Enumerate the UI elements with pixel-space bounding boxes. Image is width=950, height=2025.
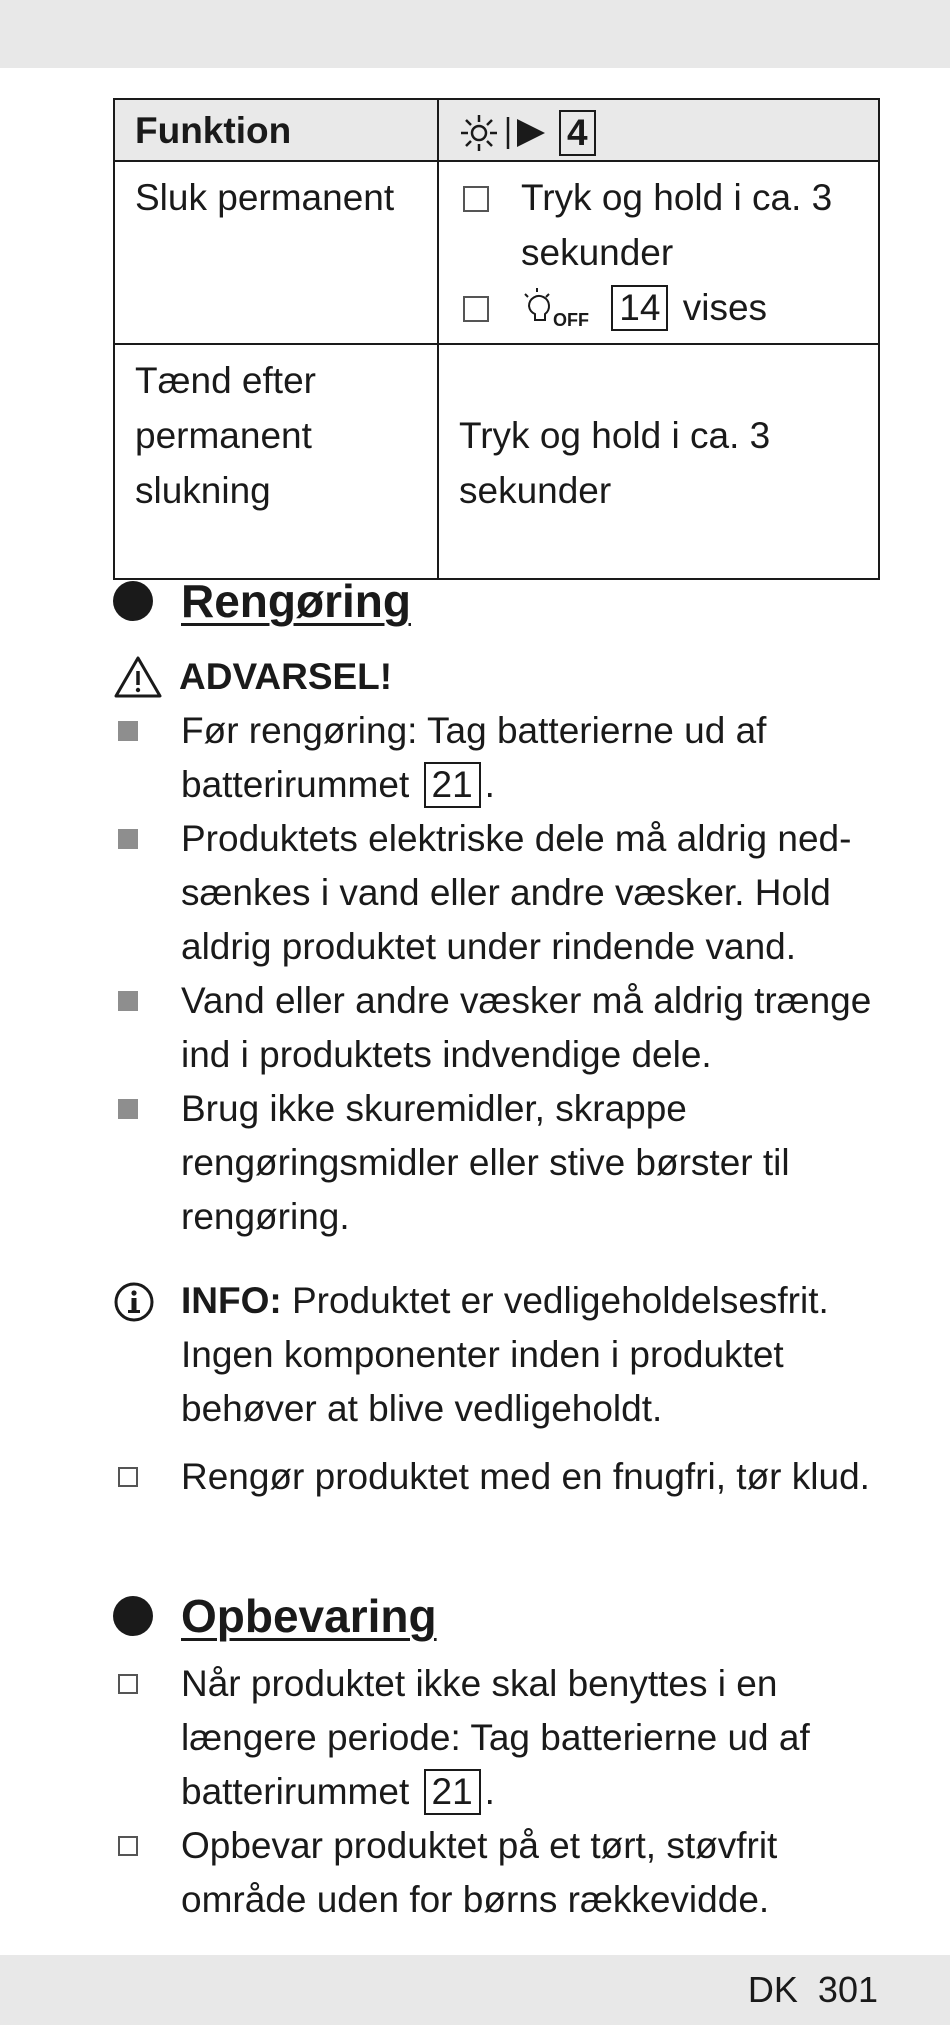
lightbulb-off-icon: [521, 286, 597, 330]
list-item: OFF 14 vises: [459, 280, 860, 335]
info-icon: [113, 1281, 155, 1323]
page-number: DK 301: [747, 1969, 878, 2010]
list-item: Før rengøring: Tag batterierne ud af batterirummet 21 .: [113, 704, 883, 812]
filled-square-bullet-icon: [118, 991, 138, 1011]
table-header-function: Funktion: [114, 99, 438, 161]
list-item: Brug ikke skuremidler, skrappe rengøringsmidler eller stive børster til rengøring.: [113, 1082, 883, 1244]
cleaning-section: [113, 574, 883, 1504]
filled-square-bullet-icon: [118, 721, 138, 741]
warning-heading: [113, 650, 883, 704]
bullet-dot-icon: [113, 1596, 153, 1636]
row-action-on: Tryk og hold i ca. 3 sekunder: [438, 344, 879, 579]
light-icon: [459, 113, 499, 153]
reference-box-14: 14: [611, 285, 668, 331]
warning-label: ADVARSEL!: [179, 656, 393, 697]
checkbox-square-icon: [463, 296, 489, 322]
row-label-on: Tænd efter permanent slukning: [114, 344, 438, 579]
storage-section: [113, 1589, 883, 1927]
list-item: Opbevar produktet på et tørt, støvfrit område uden for børns rækkevidde.: [113, 1819, 883, 1927]
filled-square-bullet-icon: [118, 829, 138, 849]
svg-text:OFF: OFF: [553, 310, 589, 330]
list-item: Produktets elektriske dele må aldrig ned-sænkes i vand eller andre væsker. Hold aldrig produktet under rindende vand.: [113, 812, 883, 974]
filled-square-bullet-icon: [118, 1099, 138, 1119]
list-item: Vand eller andre væsker må aldrig trænge ind i produktets indvendige dele.: [113, 974, 883, 1082]
reference-box-21: 21: [424, 762, 481, 808]
open-square-bullet-icon: [118, 1467, 138, 1487]
row-label-off: Sluk permanent: [114, 161, 438, 344]
info-label: INFO:: [181, 1280, 282, 1321]
section-title-storage: Opbevaring: [181, 1590, 437, 1642]
open-square-bullet-icon: [118, 1836, 138, 1856]
section-heading: [113, 1589, 883, 1643]
checkbox-square-icon: [463, 186, 489, 212]
section-title-cleaning: Rengøring: [181, 575, 411, 627]
bullet-dot-icon: [113, 581, 153, 621]
list-item: Tryk og hold i ca. 3 sekunder: [459, 170, 860, 280]
table-header-icons: [438, 99, 879, 161]
list-item: Når produktet ikke skal benyttes i en længere periode: Tag batterierne ud af batterirummet 21 .: [113, 1657, 883, 1819]
play-button-icon: [505, 113, 549, 153]
reference-box-21: 21: [424, 1769, 481, 1815]
function-table: [113, 98, 880, 580]
top-band: [0, 0, 950, 68]
row-action-off: [438, 161, 879, 344]
open-square-bullet-icon: [118, 1674, 138, 1694]
warning-triangle-icon: [113, 655, 163, 699]
list-item: Rengør produktet med en fnugfri, tør klud.: [113, 1450, 883, 1504]
info-note: INFO: Produktet er vedligeholdelsesfrit. Ingen komponenter inden i produktet behøver at blive vedligeholdt.: [113, 1274, 883, 1436]
section-heading: [113, 574, 883, 628]
reference-box-4: 4: [559, 110, 596, 156]
